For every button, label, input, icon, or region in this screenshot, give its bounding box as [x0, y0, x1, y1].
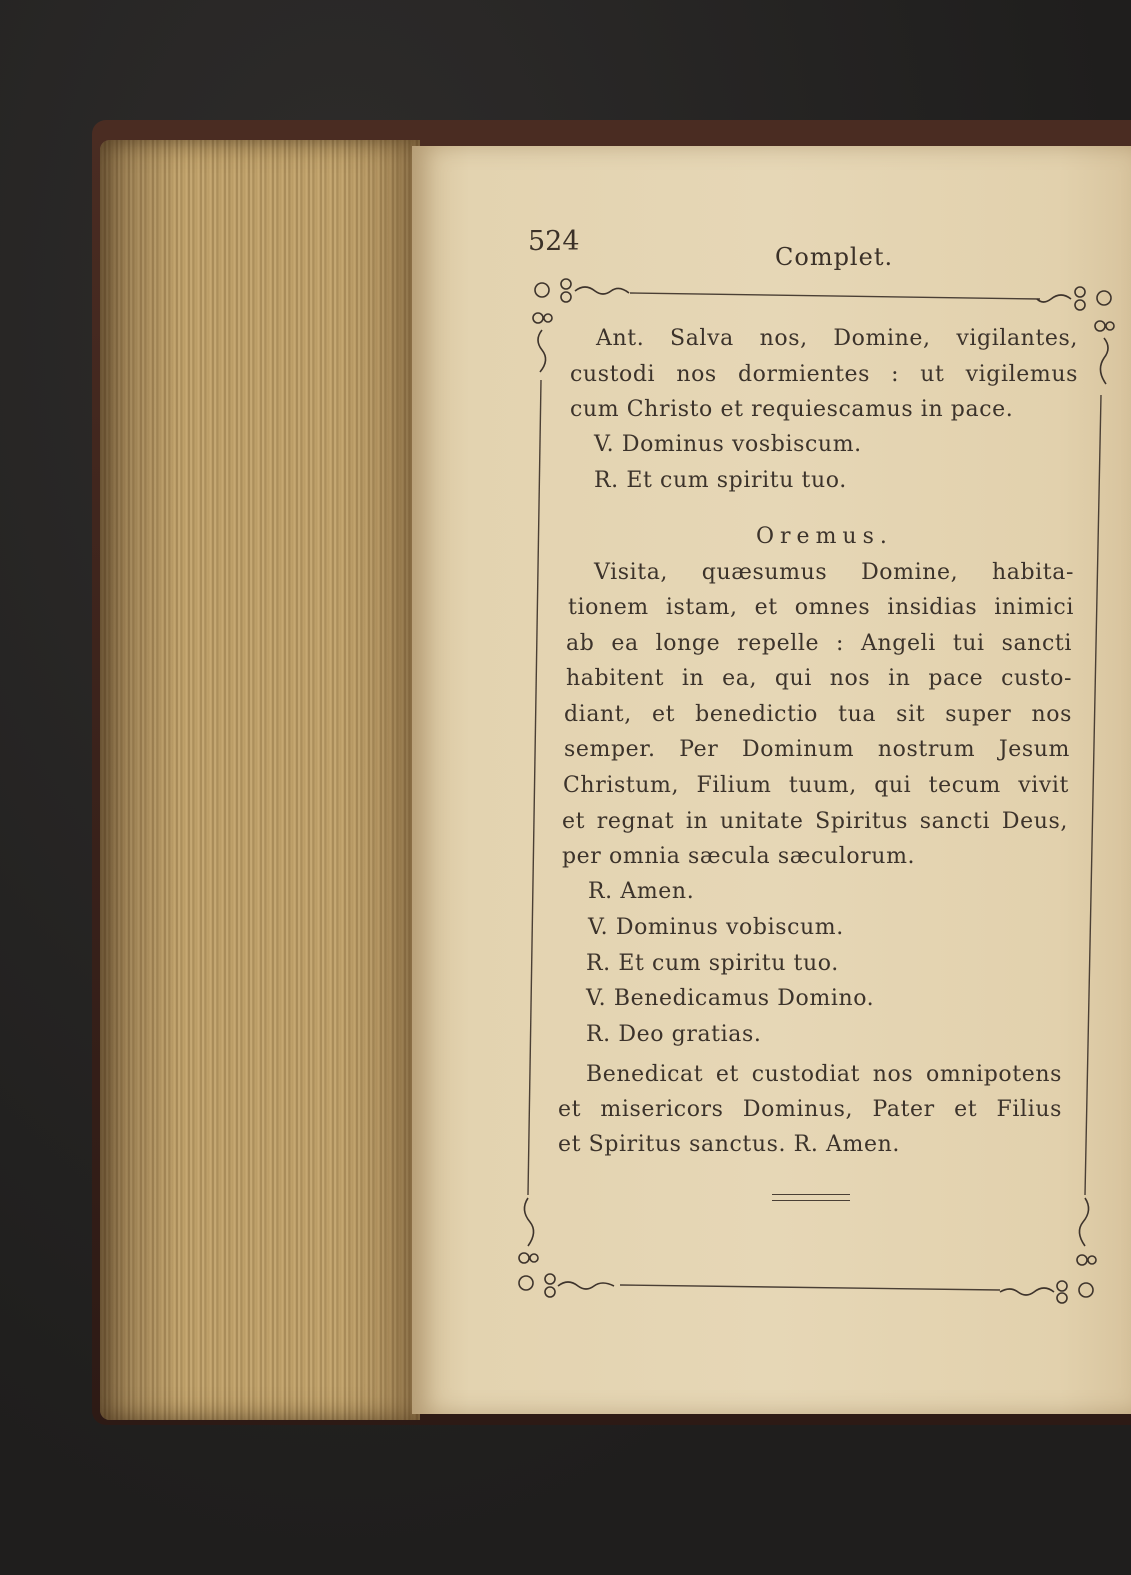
response-line: R. Amen.	[588, 879, 695, 904]
text-line: et misericors Dominus, Pater et Filius	[558, 1097, 1062, 1122]
response-line: R. Deo gratias.	[586, 1022, 762, 1047]
text-line: Ant. Salva nos, Domine, vigilantes,	[596, 326, 1078, 351]
ornament-bottom-left	[519, 1198, 614, 1297]
text-line: per omnia sæcula sæculorum.	[562, 844, 916, 869]
text-line: custodi nos dormientes : ut vigilemus	[570, 362, 1078, 387]
text-line: et Spiritus sanctus. R. Amen.	[558, 1132, 900, 1157]
text-line: Benedicat et custodiat nos omnipotens	[586, 1062, 1062, 1087]
ornament-bottom-right	[1000, 1198, 1096, 1303]
text-line: Visita, quæsumus Domine, habita-	[594, 560, 1074, 585]
running-head: Complet.	[775, 243, 894, 271]
text-line: Christum, Filium tuum, qui tecum vivit	[563, 773, 1069, 798]
text-line: cum Christo et requiescamus in pace.	[570, 397, 1014, 422]
text-line: semper. Per Dominum nostrum Jesum	[564, 737, 1070, 762]
text-line: habitent in ea, qui nos in pace custo-	[566, 666, 1072, 691]
response-line: R. Et cum spiritu tuo.	[586, 951, 839, 976]
text-line: diant, et benedictio tua sit super nos	[564, 702, 1072, 727]
frame-bottom-rule	[620, 1285, 1000, 1290]
frame-top-rule	[630, 293, 1040, 299]
section-heading: Oremus.	[756, 524, 893, 549]
frame-left-rule	[528, 380, 541, 1195]
text-line: et regnat in unitate Spiritus sancti Deus,	[562, 809, 1068, 834]
page-number: 524	[528, 226, 580, 257]
text-line: tionem istam, et omnes insidias inimici	[568, 595, 1074, 620]
versicle-line: V. Benedicamus Domino.	[586, 986, 875, 1011]
versicle-line: V. Dominus vobiscum.	[588, 915, 844, 940]
versicle-line: V. Dominus vosbiscum.	[594, 432, 862, 457]
frame-right-rule	[1085, 395, 1101, 1195]
closing-rule	[772, 1200, 850, 1201]
text-line: ab ea longe repelle : Angeli tui sancti	[566, 631, 1072, 656]
response-line: R. Et cum spiritu tuo.	[594, 468, 847, 493]
closing-rule	[772, 1194, 850, 1195]
